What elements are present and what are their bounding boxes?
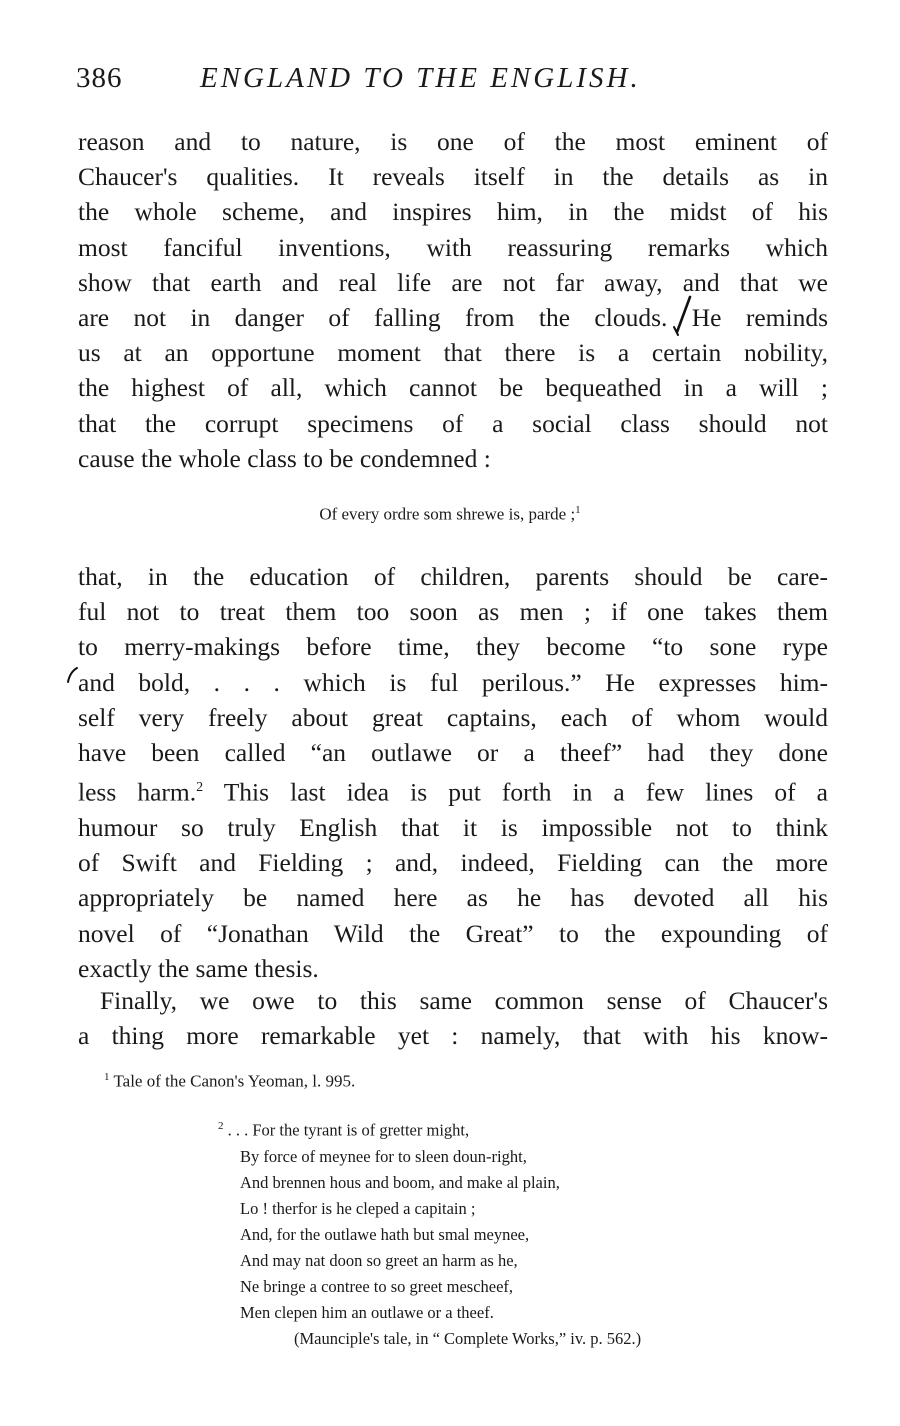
text-line: most fanciful inventions, with reassuring remarks which [78,232,828,262]
page-number: 386 [76,62,123,94]
handwritten-slash-mark [672,294,694,340]
paragraph-2 [78,559,828,986]
footnote-mark: 1 [104,1071,110,1083]
text-line: cause the whole class to be condemned : [78,443,491,473]
text-line: Chaucer's qualities. It reveals itself in the details as in [78,162,828,192]
footnote-ref-2: 2 [196,780,204,796]
verse-text: . . . For the tyrant is of gretter might, [227,1120,470,1140]
footnote-mark: 2 [218,1120,224,1132]
footnote-1 [104,1071,355,1092]
text-line: have been called “an outlawe or a theef” had they done [78,738,828,768]
text-line: show that earth and real life are not far away, and that we [78,267,828,297]
text-line: us at an opportune moment that there is a certain nobility, [78,338,828,368]
footnote-ref-1: 1 [575,504,581,516]
quote-text: Of every ordre som shrewe is, parde ; [319,504,576,524]
verse-line: Lo ! therfor is he cleped a capitain ; [240,1198,476,1218]
verse-line: By force of meynee for to sleen doun-right, [240,1146,527,1166]
text-line: humour so truly English that it is impossible not to think [78,812,828,842]
paragraph-3 [78,983,828,1053]
text-line: and bold, . . . which is ful perilous.” He expresses him- [78,667,828,697]
text-line: appropriately be named here as he has devoted all his [78,883,828,913]
text-line: to merry-makings before time, they become “to sone rype [78,632,828,662]
footnote-text: Tale of the Canon's Yeoman, l. 995. [113,1071,356,1091]
running-title: ENGLAND TO THE ENGLISH. [200,62,641,94]
text-line: are not in danger of falling from the clouds. He reminds [78,303,828,333]
text-line: of Swift and Fielding ; and, indeed, Fielding can the more [78,848,828,878]
paragraph-1 [78,124,828,476]
text-line: the whole scheme, and inspires him, in the midst of his [78,197,828,227]
verse-line [218,1113,641,1144]
footnote-2 [218,1113,641,1352]
verse-line: Men clepen him an outlawe or a theef. [240,1303,494,1323]
text-line: novel of “Jonathan Wild the Great” to the expounding of [78,918,828,948]
verse-line: And may nat doon so greet an harm as he, [240,1250,518,1270]
handwritten-margin-mark [64,666,80,686]
text-line: Finally, we owe to this same common sense of Chaucer's [100,986,828,1015]
verse-line: And, for the outlawe hath but smal meynee, [240,1224,530,1244]
text-line: a thing more remarkable yet : namely, that with his know- [78,1021,828,1051]
text-line: reason and to nature, is one of the most eminent of [78,127,828,156]
text-line: self very freely about great captains, each of whom would [78,702,828,732]
text-line: the highest of all, which cannot be bequeathed in a will ; [78,373,828,403]
text-line [78,770,828,810]
text-run: This last idea is put forth in a few lines of a [203,777,828,807]
text-line: ful not to treat them too soon as men ; if one takes them [78,597,828,627]
verse-line: And brennen hous and boom, and make al plain, [240,1172,560,1192]
text-line: that the corrupt specimens of a social class should not [78,408,828,438]
block-quote [0,504,900,525]
page-header [76,62,836,102]
text-run: less harm. [78,777,197,807]
footnote-citation: (Maunciple's tale, in “ Complete Works,” iv. p. 562.) [294,1329,642,1349]
text-line: exactly the same thesis. [78,953,319,983]
text-line: that, in the education of children, parents should be care- [78,562,828,591]
verse-line: Ne bringe a contree to so greet mescheef, [240,1277,514,1297]
